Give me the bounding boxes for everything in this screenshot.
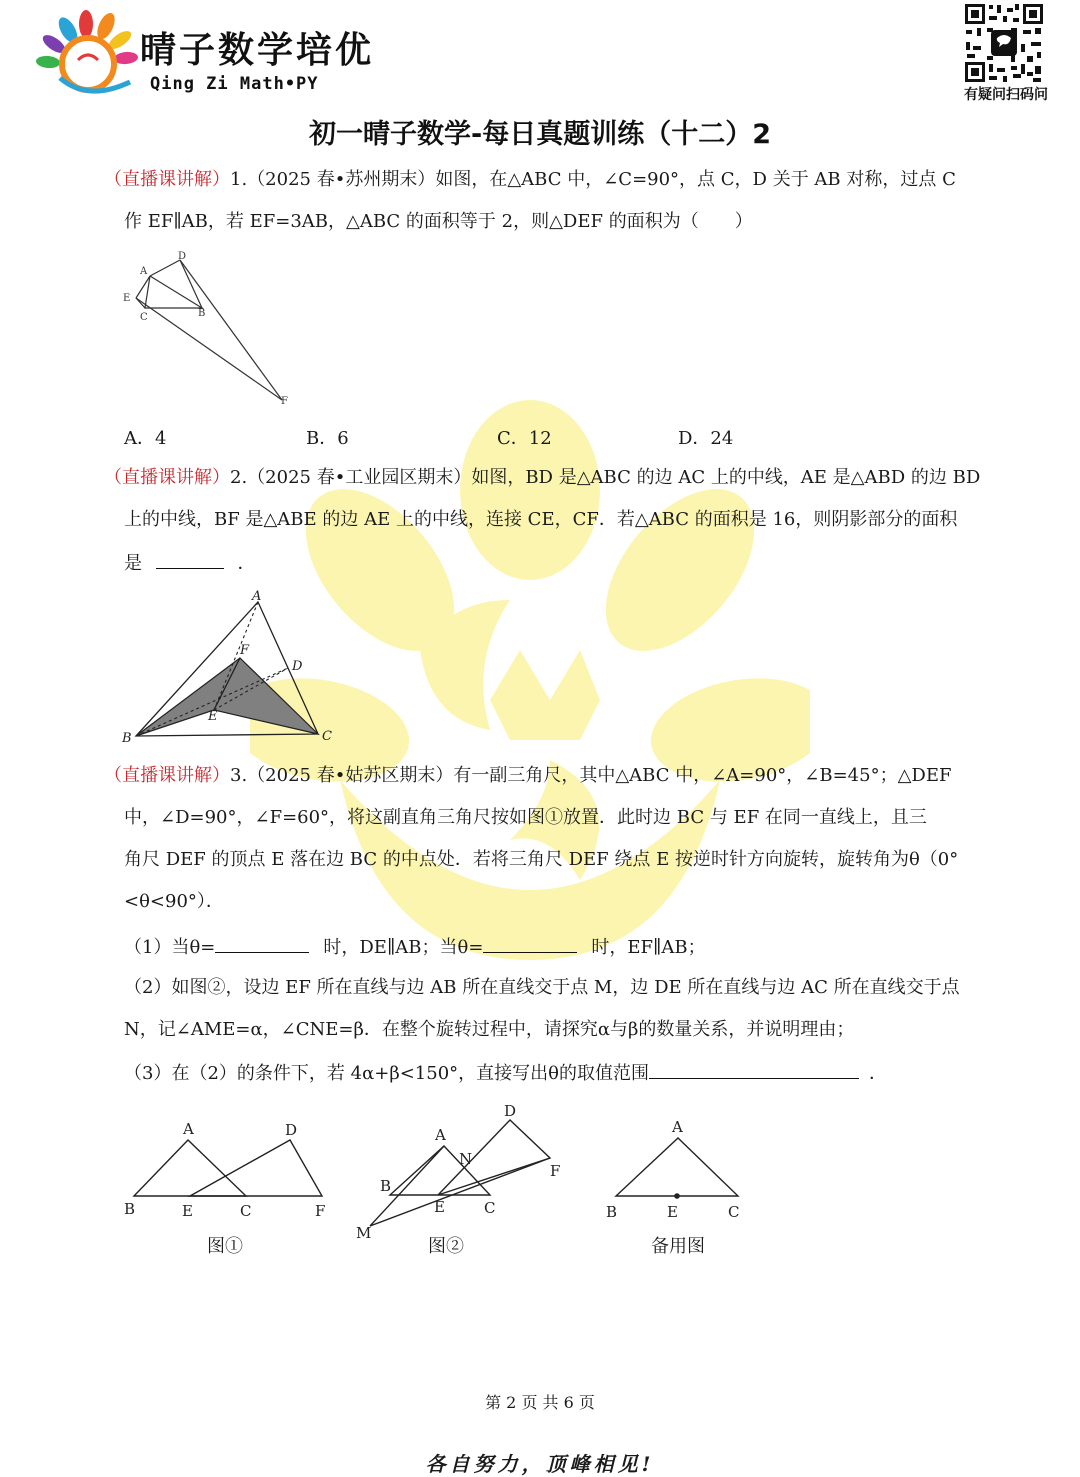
slogan: 各自努力，顶峰相见! — [425, 1452, 655, 1476]
live-lecture-tag: （直播课讲解） — [104, 169, 230, 190]
q3-line-4: <θ<90°）． — [124, 891, 224, 912]
q2-label-d: D — [292, 659, 303, 674]
q1-choice-d[interactable]: D．24 — [678, 428, 734, 449]
q3-part-1: （1）当θ= 时，DE∥AB；当θ= 时，EF∥AB； — [124, 932, 706, 962]
q3-line-3: 角尺 DEF 的顶点 E 落在边 BC 的中点处．若将三角尺 DEF 绕点 E 按逆时针方向旋转，旋转角为θ（0° — [124, 849, 959, 870]
fig1-label-f: F — [315, 1202, 326, 1220]
qr-caption: 有疑问扫码问 — [964, 87, 1048, 103]
q1-label-d: D — [178, 251, 187, 262]
fig2-label-b: B — [380, 1177, 392, 1195]
q3-p1-blank-1[interactable] — [215, 932, 309, 953]
q2-line-2: 上的中线，BF 是△ABE 的边 AE 上的中线，连接 CE，CF．若△ABC 的面积是 16，则阴影部分的面积 — [124, 509, 958, 530]
q1-label-f: F — [281, 396, 288, 407]
q2-label-a: A — [252, 589, 262, 604]
fig1-label-b: B — [124, 1200, 136, 1218]
q3-p3-blank[interactable] — [649, 1058, 859, 1079]
q1-line-1: （直播课讲解）1.（2025 春•苏州期末）如图，在△ABC 中，∠C=90°，点 C，D 关于 AB 对称，过点 C — [104, 169, 956, 190]
fig3-label-c: C — [728, 1203, 740, 1221]
q1-figure — [118, 248, 298, 408]
fig2-label-e: E — [434, 1198, 445, 1216]
q3-figure-2 — [350, 1100, 580, 1250]
fig2-label-a: A — [435, 1126, 446, 1144]
fig2-caption: 图② — [428, 1236, 464, 1257]
q3-figure-1 — [118, 1112, 338, 1222]
fig1-label-c: C — [240, 1202, 252, 1220]
q1-choice-a[interactable]: A．4 — [124, 428, 167, 449]
q3-part-3: （3）在（2）的条件下，若 4α+β<150°，直接写出θ的取值范围 ． — [124, 1058, 887, 1088]
fig1-label-e: E — [182, 1202, 193, 1220]
q2-label-c: C — [322, 729, 332, 744]
q2-answer-blank[interactable] — [156, 548, 224, 569]
q3-line-1: （直播课讲解）3.（2025 春•姑苏区期末）有一副三角尺，其中△ABC 中，∠A=90°，∠B=45°；△DEF — [104, 765, 952, 786]
fig2-label-f: F — [550, 1162, 561, 1180]
q3-line-2: 中，∠D=90°，∠F=60°，将这副直角三角尺按如图①放置．此时边 BC 与 EF 在同一直线上，且三 — [124, 807, 927, 828]
q3-figure-3 — [598, 1112, 758, 1222]
q2-label-e: E — [208, 709, 218, 724]
brand-name-en: Qing Zi Math•PY — [150, 74, 319, 94]
q2-line-3: 是 ． — [124, 548, 255, 578]
fig1-label-a: A — [183, 1120, 194, 1138]
q2-label-f: F — [240, 643, 250, 658]
fig3-label-a: A — [672, 1118, 683, 1136]
fig2-label-c: C — [484, 1199, 496, 1217]
page-title: 初一晴子数学-每日真题训练（十二）2 — [309, 119, 771, 150]
q2-line-1: （直播课讲解）2.（2025 春•工业园区期末）如图，BD 是△ABC 的边 AC 上的中线，AE 是△ABD 的边 BD — [104, 467, 981, 488]
q1-choice-c[interactable]: C．12 — [497, 428, 552, 449]
live-lecture-tag: （直播课讲解） — [104, 765, 230, 786]
q1-line-2: 作 EF∥AB，若 EF=3AB，△ABC 的面积等于 2，则△DEF 的面积为（ ） — [124, 211, 753, 232]
q1-label-b: B — [198, 308, 206, 319]
q3-part-2-line-1: （2）如图②，设边 EF 所在直线与边 AB 所在直线交于点 M，边 DE 所在直线与边 AC 所在直线交于点 — [124, 977, 960, 998]
fig3-label-b: B — [606, 1203, 618, 1221]
qr-code[interactable] — [963, 2, 1045, 84]
q3-part-2-line-2: N，记∠AME=α，∠CNE=β．在整个旋转过程中，请探究α与β的数量关系，并说明理由； — [124, 1019, 855, 1040]
q1-label-c: C — [140, 312, 148, 323]
page-number: 第 2 页 共 6 页 — [485, 1393, 595, 1412]
fig2-label-n: N — [459, 1150, 473, 1168]
fig1-caption: 图① — [207, 1236, 243, 1257]
fig2-label-m: M — [356, 1224, 372, 1242]
brand-name-cn: 晴子数学培优 — [140, 30, 375, 71]
q1-choice-b[interactable]: B．6 — [306, 428, 349, 449]
q1-label-e: E — [123, 293, 131, 304]
q1-label-a: A — [140, 266, 148, 277]
fig1-label-d: D — [285, 1121, 298, 1139]
fig3-caption: 备用图 — [651, 1236, 705, 1257]
fig2-label-d: D — [504, 1102, 517, 1120]
live-lecture-tag: （直播课讲解） — [104, 467, 230, 488]
q2-label-b: B — [122, 731, 132, 746]
q2-figure — [118, 588, 348, 748]
fig3-label-e: E — [667, 1203, 678, 1221]
q3-p1-blank-2[interactable] — [483, 932, 577, 953]
